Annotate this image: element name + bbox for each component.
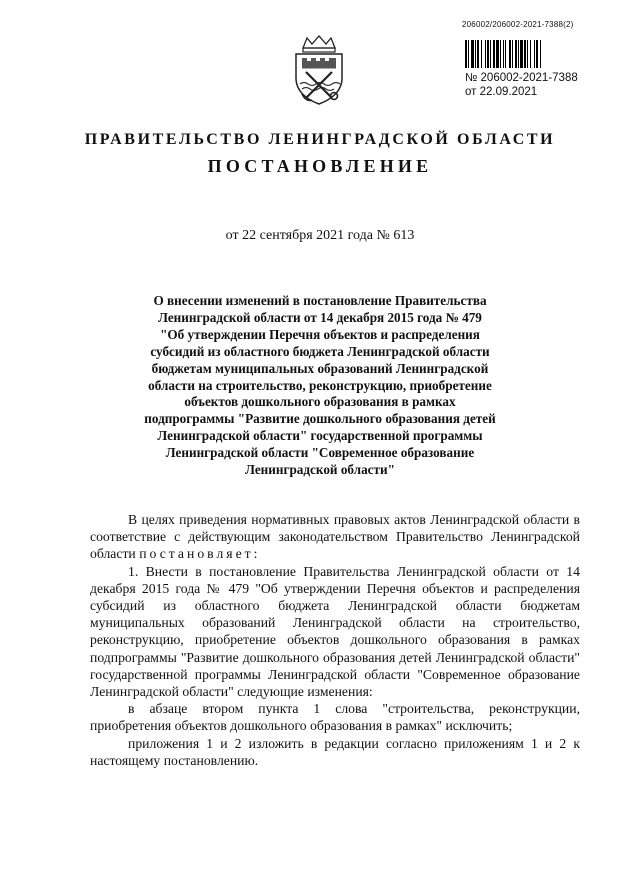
coat-of-arms-icon — [290, 34, 348, 106]
resolves-word: постановляет — [139, 546, 254, 562]
title-line: субсидий из областного бюджета Ленинградской области — [150, 343, 490, 359]
document-type: ПОСТАНОВЛЕНИЕ — [207, 156, 433, 176]
title-line: объектов дошкольного образования в рамках — [184, 394, 456, 410]
registration-block — [465, 71, 578, 99]
title-line: Ленинградской области" — [245, 462, 395, 478]
item-1-paragraph: 1. Внести в постановление Правительства Ленинградской области от 14 декабря 2015 года № 479 "Об утверждении Перечня объектов и распределения субсидий из областного бюджета Ленинградской области бюджетам муниципальных образований Ленинградской области на строительство, реконструкцию, приобретение объектов дошкольного образования в рамках подпрограммы "Развитие дошкольного образования детей Ленинградской области" государственной программы Ленинградской области "Современное образование Ленинградской области" следующие изменения: — [90, 563, 580, 700]
resolution-body — [90, 511, 580, 769]
title-line: О внесении изменений в постановление Правительства — [153, 293, 487, 308]
title-line: Ленинградской области от 14 декабря 2015 года № 479 — [158, 309, 482, 325]
document-code: 206002/206002-2021-7388(2) — [462, 20, 574, 29]
government-name: ПРАВИТЕЛЬСТВО ЛЕНИНГРАДСКОЙ ОБЛАСТИ — [84, 131, 556, 148]
change-2-paragraph: приложения 1 и 2 изложить в редакции согласно приложениям 1 и 2 к настоящему постановлению. — [90, 735, 580, 768]
title-line: "Об утверждении Перечня объектов и распределения — [160, 326, 480, 342]
title-line: Ленинградской области "Современное образование — [165, 445, 475, 461]
barcode — [465, 40, 591, 68]
resolution-date-number: от 22 сентября 2021 года № 613 — [225, 228, 415, 243]
title-line: подпрограммы "Развитие дошкольного образования детей — [144, 411, 496, 427]
preamble-paragraph — [90, 511, 580, 563]
barcode-bar — [541, 40, 542, 68]
registration-date: от 22.09.2021 — [465, 86, 538, 98]
preamble-colon: : — [253, 546, 258, 562]
preamble-text: В целях приведения нормативных правовых актов Ленинградской области в соответствие с действующим законодательством Правительство Ленинградской области — [90, 512, 580, 562]
registration-number: № 206002-2021-7388 — [465, 72, 578, 84]
resolution-title — [120, 293, 520, 479]
title-line: бюджетам муниципальных образований Ленинградской — [151, 360, 489, 376]
title-line: области на строительство, реконструкцию, приобретение — [148, 377, 492, 393]
title-line: Ленинградской области" государственной программы — [157, 428, 483, 444]
change-1-paragraph: в абзаце втором пункта 1 слова "строительства, реконструкции, приобретения объектов дошкольного образования в рамках" исключить; — [90, 701, 580, 734]
